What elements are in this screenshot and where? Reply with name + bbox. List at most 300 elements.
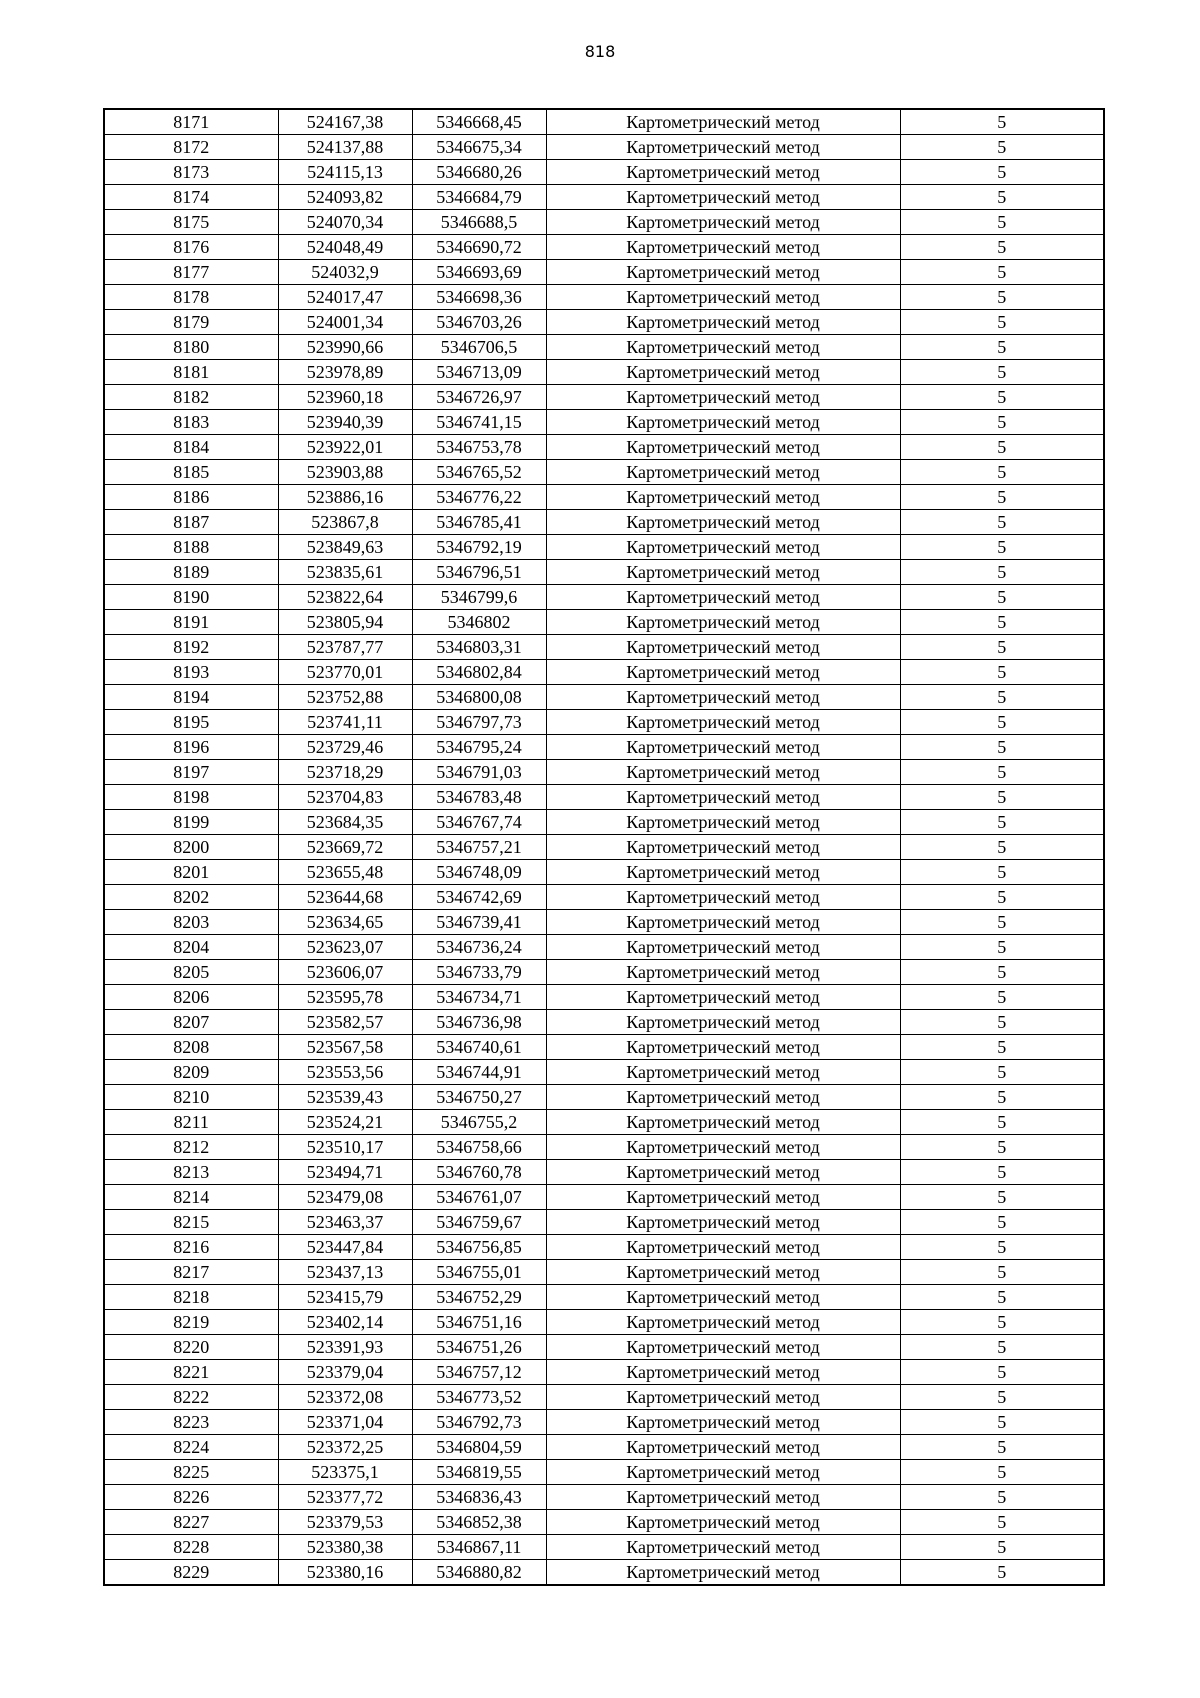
method-cell: Картометрический метод bbox=[546, 1560, 900, 1586]
method-cell: Картометрический метод bbox=[546, 610, 900, 635]
table-row bbox=[104, 710, 1104, 735]
y-coordinate-cell: 5346803,31 bbox=[412, 635, 546, 660]
table-row bbox=[104, 910, 1104, 935]
point-number-cell: 8196 bbox=[104, 735, 278, 760]
x-coordinate-cell: 523372,25 bbox=[278, 1435, 412, 1460]
point-number-cell: 8192 bbox=[104, 635, 278, 660]
x-coordinate-cell: 523437,13 bbox=[278, 1260, 412, 1285]
point-number-cell: 8183 bbox=[104, 410, 278, 435]
y-coordinate-cell: 5346748,09 bbox=[412, 860, 546, 885]
point-number-cell: 8174 bbox=[104, 185, 278, 210]
accuracy-cell: 5 bbox=[900, 1235, 1104, 1260]
y-coordinate-cell: 5346741,15 bbox=[412, 410, 546, 435]
y-coordinate-cell: 5346802 bbox=[412, 610, 546, 635]
method-cell: Картометрический метод bbox=[546, 835, 900, 860]
x-coordinate-cell: 524070,34 bbox=[278, 210, 412, 235]
accuracy-cell: 5 bbox=[900, 1485, 1104, 1510]
y-coordinate-cell: 5346791,03 bbox=[412, 760, 546, 785]
x-coordinate-cell: 523606,07 bbox=[278, 960, 412, 985]
x-coordinate-cell: 523940,39 bbox=[278, 410, 412, 435]
y-coordinate-cell: 5346757,12 bbox=[412, 1360, 546, 1385]
y-coordinate-cell: 5346698,36 bbox=[412, 285, 546, 310]
y-coordinate-cell: 5346753,78 bbox=[412, 435, 546, 460]
coordinates-table-body bbox=[104, 109, 1104, 1585]
point-number-cell: 8209 bbox=[104, 1060, 278, 1085]
table-row bbox=[104, 1110, 1104, 1135]
accuracy-cell: 5 bbox=[900, 1260, 1104, 1285]
y-coordinate-cell: 5346796,51 bbox=[412, 560, 546, 585]
point-number-cell: 8215 bbox=[104, 1210, 278, 1235]
method-cell: Картометрический метод bbox=[546, 985, 900, 1010]
x-coordinate-cell: 523684,35 bbox=[278, 810, 412, 835]
table-row bbox=[104, 1085, 1104, 1110]
point-number-cell: 8172 bbox=[104, 135, 278, 160]
y-coordinate-cell: 5346675,34 bbox=[412, 135, 546, 160]
y-coordinate-cell: 5346800,08 bbox=[412, 685, 546, 710]
method-cell: Картометрический метод bbox=[546, 1285, 900, 1310]
table-row bbox=[104, 1135, 1104, 1160]
y-coordinate-cell: 5346736,24 bbox=[412, 935, 546, 960]
x-coordinate-cell: 524093,82 bbox=[278, 185, 412, 210]
point-number-cell: 8225 bbox=[104, 1460, 278, 1485]
x-coordinate-cell: 523922,01 bbox=[278, 435, 412, 460]
point-number-cell: 8208 bbox=[104, 1035, 278, 1060]
method-cell: Картометрический метод bbox=[546, 1085, 900, 1110]
accuracy-cell: 5 bbox=[900, 185, 1104, 210]
x-coordinate-cell: 523463,37 bbox=[278, 1210, 412, 1235]
method-cell: Картометрический метод bbox=[546, 135, 900, 160]
y-coordinate-cell: 5346740,61 bbox=[412, 1035, 546, 1060]
x-coordinate-cell: 523391,93 bbox=[278, 1335, 412, 1360]
accuracy-cell: 5 bbox=[900, 735, 1104, 760]
y-coordinate-cell: 5346795,24 bbox=[412, 735, 546, 760]
accuracy-cell: 5 bbox=[900, 585, 1104, 610]
table-row bbox=[104, 985, 1104, 1010]
table-row bbox=[104, 1035, 1104, 1060]
table-row bbox=[104, 1460, 1104, 1485]
point-number-cell: 8186 bbox=[104, 485, 278, 510]
x-coordinate-cell: 523960,18 bbox=[278, 385, 412, 410]
y-coordinate-cell: 5346668,45 bbox=[412, 109, 546, 135]
y-coordinate-cell: 5346797,73 bbox=[412, 710, 546, 735]
accuracy-cell: 5 bbox=[900, 560, 1104, 585]
table-row bbox=[104, 860, 1104, 885]
table-row bbox=[104, 885, 1104, 910]
accuracy-cell: 5 bbox=[900, 1560, 1104, 1586]
method-cell: Картометрический метод bbox=[546, 960, 900, 985]
y-coordinate-cell: 5346783,48 bbox=[412, 785, 546, 810]
point-number-cell: 8191 bbox=[104, 610, 278, 635]
accuracy-cell: 5 bbox=[900, 1360, 1104, 1385]
y-coordinate-cell: 5346703,26 bbox=[412, 310, 546, 335]
accuracy-cell: 5 bbox=[900, 1310, 1104, 1335]
y-coordinate-cell: 5346744,91 bbox=[412, 1060, 546, 1085]
x-coordinate-cell: 523903,88 bbox=[278, 460, 412, 485]
table-row bbox=[104, 310, 1104, 335]
point-number-cell: 8227 bbox=[104, 1510, 278, 1535]
accuracy-cell: 5 bbox=[900, 985, 1104, 1010]
table-row bbox=[104, 835, 1104, 860]
method-cell: Картометрический метод bbox=[546, 810, 900, 835]
y-coordinate-cell: 5346792,19 bbox=[412, 535, 546, 560]
x-coordinate-cell: 524167,38 bbox=[278, 109, 412, 135]
accuracy-cell: 5 bbox=[900, 810, 1104, 835]
accuracy-cell: 5 bbox=[900, 310, 1104, 335]
point-number-cell: 8204 bbox=[104, 935, 278, 960]
point-number-cell: 8178 bbox=[104, 285, 278, 310]
point-number-cell: 8229 bbox=[104, 1560, 278, 1586]
method-cell: Картометрический метод bbox=[546, 1385, 900, 1410]
table-row bbox=[104, 1310, 1104, 1335]
x-coordinate-cell: 523553,56 bbox=[278, 1060, 412, 1085]
method-cell: Картометрический метод bbox=[546, 1435, 900, 1460]
x-coordinate-cell: 523729,46 bbox=[278, 735, 412, 760]
y-coordinate-cell: 5346742,69 bbox=[412, 885, 546, 910]
table-row bbox=[104, 660, 1104, 685]
table-row bbox=[104, 535, 1104, 560]
accuracy-cell: 5 bbox=[900, 1135, 1104, 1160]
method-cell: Картометрический метод bbox=[546, 660, 900, 685]
table-row bbox=[104, 260, 1104, 285]
method-cell: Картометрический метод bbox=[546, 1360, 900, 1385]
point-number-cell: 8193 bbox=[104, 660, 278, 685]
x-coordinate-cell: 523582,57 bbox=[278, 1010, 412, 1035]
method-cell: Картометрический метод bbox=[546, 935, 900, 960]
x-coordinate-cell: 523770,01 bbox=[278, 660, 412, 685]
point-number-cell: 8221 bbox=[104, 1360, 278, 1385]
table-row bbox=[104, 1510, 1104, 1535]
table-row bbox=[104, 510, 1104, 535]
point-number-cell: 8182 bbox=[104, 385, 278, 410]
point-number-cell: 8181 bbox=[104, 360, 278, 385]
accuracy-cell: 5 bbox=[900, 635, 1104, 660]
method-cell: Картометрический метод bbox=[546, 109, 900, 135]
x-coordinate-cell: 524115,13 bbox=[278, 160, 412, 185]
table-row bbox=[104, 1260, 1104, 1285]
accuracy-cell: 5 bbox=[900, 1085, 1104, 1110]
method-cell: Картометрический метод bbox=[546, 910, 900, 935]
x-coordinate-cell: 523375,1 bbox=[278, 1460, 412, 1485]
method-cell: Картометрический метод bbox=[546, 535, 900, 560]
x-coordinate-cell: 523402,14 bbox=[278, 1310, 412, 1335]
x-coordinate-cell: 523787,77 bbox=[278, 635, 412, 660]
point-number-cell: 8217 bbox=[104, 1260, 278, 1285]
table-row bbox=[104, 785, 1104, 810]
table-row bbox=[104, 760, 1104, 785]
y-coordinate-cell: 5346757,21 bbox=[412, 835, 546, 860]
method-cell: Картометрический метод bbox=[546, 685, 900, 710]
coordinates-table bbox=[103, 108, 1105, 1586]
point-number-cell: 8197 bbox=[104, 760, 278, 785]
point-number-cell: 8199 bbox=[104, 810, 278, 835]
y-coordinate-cell: 5346680,26 bbox=[412, 160, 546, 185]
accuracy-cell: 5 bbox=[900, 360, 1104, 385]
x-coordinate-cell: 523978,89 bbox=[278, 360, 412, 385]
x-coordinate-cell: 523371,04 bbox=[278, 1410, 412, 1435]
table-row bbox=[104, 1535, 1104, 1560]
table-row bbox=[104, 1335, 1104, 1360]
point-number-cell: 8179 bbox=[104, 310, 278, 335]
y-coordinate-cell: 5346852,38 bbox=[412, 1510, 546, 1535]
x-coordinate-cell: 523595,78 bbox=[278, 985, 412, 1010]
point-number-cell: 8203 bbox=[104, 910, 278, 935]
accuracy-cell: 5 bbox=[900, 1185, 1104, 1210]
y-coordinate-cell: 5346776,22 bbox=[412, 485, 546, 510]
point-number-cell: 8202 bbox=[104, 885, 278, 910]
method-cell: Картометрический метод bbox=[546, 335, 900, 360]
point-number-cell: 8173 bbox=[104, 160, 278, 185]
x-coordinate-cell: 523372,08 bbox=[278, 1385, 412, 1410]
y-coordinate-cell: 5346785,41 bbox=[412, 510, 546, 535]
method-cell: Картометрический метод bbox=[546, 1185, 900, 1210]
point-number-cell: 8226 bbox=[104, 1485, 278, 1510]
accuracy-cell: 5 bbox=[900, 1110, 1104, 1135]
method-cell: Картометрический метод bbox=[546, 1510, 900, 1535]
x-coordinate-cell: 523380,16 bbox=[278, 1560, 412, 1586]
method-cell: Картометрический метод bbox=[546, 485, 900, 510]
table-row bbox=[104, 109, 1104, 135]
y-coordinate-cell: 5346751,26 bbox=[412, 1335, 546, 1360]
table-row bbox=[104, 185, 1104, 210]
point-number-cell: 8228 bbox=[104, 1535, 278, 1560]
point-number-cell: 8185 bbox=[104, 460, 278, 485]
x-coordinate-cell: 524137,88 bbox=[278, 135, 412, 160]
x-coordinate-cell: 524001,34 bbox=[278, 310, 412, 335]
accuracy-cell: 5 bbox=[900, 1210, 1104, 1235]
accuracy-cell: 5 bbox=[900, 1435, 1104, 1460]
method-cell: Картометрический метод bbox=[546, 1260, 900, 1285]
y-coordinate-cell: 5346760,78 bbox=[412, 1160, 546, 1185]
accuracy-cell: 5 bbox=[900, 860, 1104, 885]
x-coordinate-cell: 524032,9 bbox=[278, 260, 412, 285]
accuracy-cell: 5 bbox=[900, 1510, 1104, 1535]
y-coordinate-cell: 5346804,59 bbox=[412, 1435, 546, 1460]
accuracy-cell: 5 bbox=[900, 910, 1104, 935]
method-cell: Картометрический метод bbox=[546, 310, 900, 335]
x-coordinate-cell: 523822,64 bbox=[278, 585, 412, 610]
table-row bbox=[104, 1010, 1104, 1035]
x-coordinate-cell: 523886,16 bbox=[278, 485, 412, 510]
table-row bbox=[104, 160, 1104, 185]
y-coordinate-cell: 5346752,29 bbox=[412, 1285, 546, 1310]
x-coordinate-cell: 523704,83 bbox=[278, 785, 412, 810]
table-row bbox=[104, 1210, 1104, 1235]
y-coordinate-cell: 5346726,97 bbox=[412, 385, 546, 410]
table-row bbox=[104, 935, 1104, 960]
table-row bbox=[104, 610, 1104, 635]
method-cell: Картометрический метод bbox=[546, 885, 900, 910]
y-coordinate-cell: 5346750,27 bbox=[412, 1085, 546, 1110]
table-row bbox=[104, 235, 1104, 260]
method-cell: Картометрический метод bbox=[546, 1035, 900, 1060]
point-number-cell: 8220 bbox=[104, 1335, 278, 1360]
table-row bbox=[104, 385, 1104, 410]
table-row bbox=[104, 960, 1104, 985]
x-coordinate-cell: 523377,72 bbox=[278, 1485, 412, 1510]
x-coordinate-cell: 523669,72 bbox=[278, 835, 412, 860]
y-coordinate-cell: 5346739,41 bbox=[412, 910, 546, 935]
accuracy-cell: 5 bbox=[900, 710, 1104, 735]
method-cell: Картометрический метод bbox=[546, 1010, 900, 1035]
x-coordinate-cell: 523510,17 bbox=[278, 1135, 412, 1160]
point-number-cell: 8198 bbox=[104, 785, 278, 810]
method-cell: Картометрический метод bbox=[546, 635, 900, 660]
point-number-cell: 8188 bbox=[104, 535, 278, 560]
method-cell: Картометрический метод bbox=[546, 1335, 900, 1360]
point-number-cell: 8213 bbox=[104, 1160, 278, 1185]
method-cell: Картометрический метод bbox=[546, 435, 900, 460]
x-coordinate-cell: 523644,68 bbox=[278, 885, 412, 910]
x-coordinate-cell: 523835,61 bbox=[278, 560, 412, 585]
point-number-cell: 8195 bbox=[104, 710, 278, 735]
y-coordinate-cell: 5346733,79 bbox=[412, 960, 546, 985]
point-number-cell: 8184 bbox=[104, 435, 278, 460]
point-number-cell: 8223 bbox=[104, 1410, 278, 1435]
method-cell: Картометрический метод bbox=[546, 735, 900, 760]
y-coordinate-cell: 5346755,01 bbox=[412, 1260, 546, 1285]
accuracy-cell: 5 bbox=[900, 385, 1104, 410]
accuracy-cell: 5 bbox=[900, 460, 1104, 485]
y-coordinate-cell: 5346836,43 bbox=[412, 1485, 546, 1510]
y-coordinate-cell: 5346759,67 bbox=[412, 1210, 546, 1235]
accuracy-cell: 5 bbox=[900, 135, 1104, 160]
method-cell: Картометрический метод bbox=[546, 585, 900, 610]
method-cell: Картометрический метод bbox=[546, 1535, 900, 1560]
x-coordinate-cell: 523752,88 bbox=[278, 685, 412, 710]
table-row bbox=[104, 1285, 1104, 1310]
method-cell: Картометрический метод bbox=[546, 1235, 900, 1260]
y-coordinate-cell: 5346688,5 bbox=[412, 210, 546, 235]
x-coordinate-cell: 523494,71 bbox=[278, 1160, 412, 1185]
y-coordinate-cell: 5346765,52 bbox=[412, 460, 546, 485]
point-number-cell: 8206 bbox=[104, 985, 278, 1010]
table-row bbox=[104, 435, 1104, 460]
accuracy-cell: 5 bbox=[900, 109, 1104, 135]
x-coordinate-cell: 524017,47 bbox=[278, 285, 412, 310]
method-cell: Картометрический метод bbox=[546, 410, 900, 435]
method-cell: Картометрический метод bbox=[546, 1060, 900, 1085]
x-coordinate-cell: 523623,07 bbox=[278, 935, 412, 960]
accuracy-cell: 5 bbox=[900, 1285, 1104, 1310]
accuracy-cell: 5 bbox=[900, 435, 1104, 460]
accuracy-cell: 5 bbox=[900, 1385, 1104, 1410]
accuracy-cell: 5 bbox=[900, 785, 1104, 810]
table-row bbox=[104, 360, 1104, 385]
point-number-cell: 8212 bbox=[104, 1135, 278, 1160]
table-row bbox=[104, 1235, 1104, 1260]
method-cell: Картометрический метод bbox=[546, 510, 900, 535]
y-coordinate-cell: 5346799,6 bbox=[412, 585, 546, 610]
table-row bbox=[104, 1385, 1104, 1410]
method-cell: Картометрический метод bbox=[546, 235, 900, 260]
accuracy-cell: 5 bbox=[900, 1460, 1104, 1485]
point-number-cell: 8218 bbox=[104, 1285, 278, 1310]
x-coordinate-cell: 523655,48 bbox=[278, 860, 412, 885]
y-coordinate-cell: 5346736,98 bbox=[412, 1010, 546, 1035]
table-row bbox=[104, 1435, 1104, 1460]
table-row bbox=[104, 135, 1104, 160]
y-coordinate-cell: 5346767,74 bbox=[412, 810, 546, 835]
table-row bbox=[104, 1060, 1104, 1085]
point-number-cell: 8200 bbox=[104, 835, 278, 860]
point-number-cell: 8175 bbox=[104, 210, 278, 235]
method-cell: Картометрический метод bbox=[546, 785, 900, 810]
y-coordinate-cell: 5346756,85 bbox=[412, 1235, 546, 1260]
table-row bbox=[104, 210, 1104, 235]
y-coordinate-cell: 5346755,2 bbox=[412, 1110, 546, 1135]
accuracy-cell: 5 bbox=[900, 335, 1104, 360]
method-cell: Картометрический метод bbox=[546, 1210, 900, 1235]
table-row bbox=[104, 460, 1104, 485]
accuracy-cell: 5 bbox=[900, 510, 1104, 535]
table-row bbox=[104, 1410, 1104, 1435]
page-number: 818 bbox=[584, 42, 616, 61]
method-cell: Картометрический метод bbox=[546, 710, 900, 735]
method-cell: Картометрический метод bbox=[546, 460, 900, 485]
accuracy-cell: 5 bbox=[900, 1160, 1104, 1185]
method-cell: Картометрический метод bbox=[546, 210, 900, 235]
accuracy-cell: 5 bbox=[900, 260, 1104, 285]
point-number-cell: 8219 bbox=[104, 1310, 278, 1335]
point-number-cell: 8224 bbox=[104, 1435, 278, 1460]
point-number-cell: 8180 bbox=[104, 335, 278, 360]
y-coordinate-cell: 5346761,07 bbox=[412, 1185, 546, 1210]
accuracy-cell: 5 bbox=[900, 760, 1104, 785]
y-coordinate-cell: 5346713,09 bbox=[412, 360, 546, 385]
method-cell: Картометрический метод bbox=[546, 360, 900, 385]
method-cell: Картометрический метод bbox=[546, 1485, 900, 1510]
point-number-cell: 8214 bbox=[104, 1185, 278, 1210]
table-row bbox=[104, 1185, 1104, 1210]
x-coordinate-cell: 523380,38 bbox=[278, 1535, 412, 1560]
x-coordinate-cell: 523718,29 bbox=[278, 760, 412, 785]
y-coordinate-cell: 5346773,52 bbox=[412, 1385, 546, 1410]
accuracy-cell: 5 bbox=[900, 1535, 1104, 1560]
table-row bbox=[104, 735, 1104, 760]
method-cell: Картометрический метод bbox=[546, 285, 900, 310]
y-coordinate-cell: 5346867,11 bbox=[412, 1535, 546, 1560]
point-number-cell: 8194 bbox=[104, 685, 278, 710]
accuracy-cell: 5 bbox=[900, 285, 1104, 310]
point-number-cell: 8201 bbox=[104, 860, 278, 885]
method-cell: Картометрический метод bbox=[546, 1160, 900, 1185]
accuracy-cell: 5 bbox=[900, 160, 1104, 185]
table-row bbox=[104, 1485, 1104, 1510]
accuracy-cell: 5 bbox=[900, 235, 1104, 260]
table-row bbox=[104, 1360, 1104, 1385]
table-row bbox=[104, 335, 1104, 360]
point-number-cell: 8216 bbox=[104, 1235, 278, 1260]
x-coordinate-cell: 523567,58 bbox=[278, 1035, 412, 1060]
point-number-cell: 8210 bbox=[104, 1085, 278, 1110]
point-number-cell: 8189 bbox=[104, 560, 278, 585]
x-coordinate-cell: 523447,84 bbox=[278, 1235, 412, 1260]
table-row bbox=[104, 560, 1104, 585]
x-coordinate-cell: 523379,04 bbox=[278, 1360, 412, 1385]
accuracy-cell: 5 bbox=[900, 885, 1104, 910]
method-cell: Картометрический метод bbox=[546, 1460, 900, 1485]
point-number-cell: 8176 bbox=[104, 235, 278, 260]
y-coordinate-cell: 5346684,79 bbox=[412, 185, 546, 210]
x-coordinate-cell: 523539,43 bbox=[278, 1085, 412, 1110]
y-coordinate-cell: 5346880,82 bbox=[412, 1560, 546, 1586]
point-number-cell: 8207 bbox=[104, 1010, 278, 1035]
accuracy-cell: 5 bbox=[900, 485, 1104, 510]
table-row bbox=[104, 410, 1104, 435]
table-row bbox=[104, 685, 1104, 710]
method-cell: Картометрический метод bbox=[546, 1110, 900, 1135]
y-coordinate-cell: 5346693,69 bbox=[412, 260, 546, 285]
